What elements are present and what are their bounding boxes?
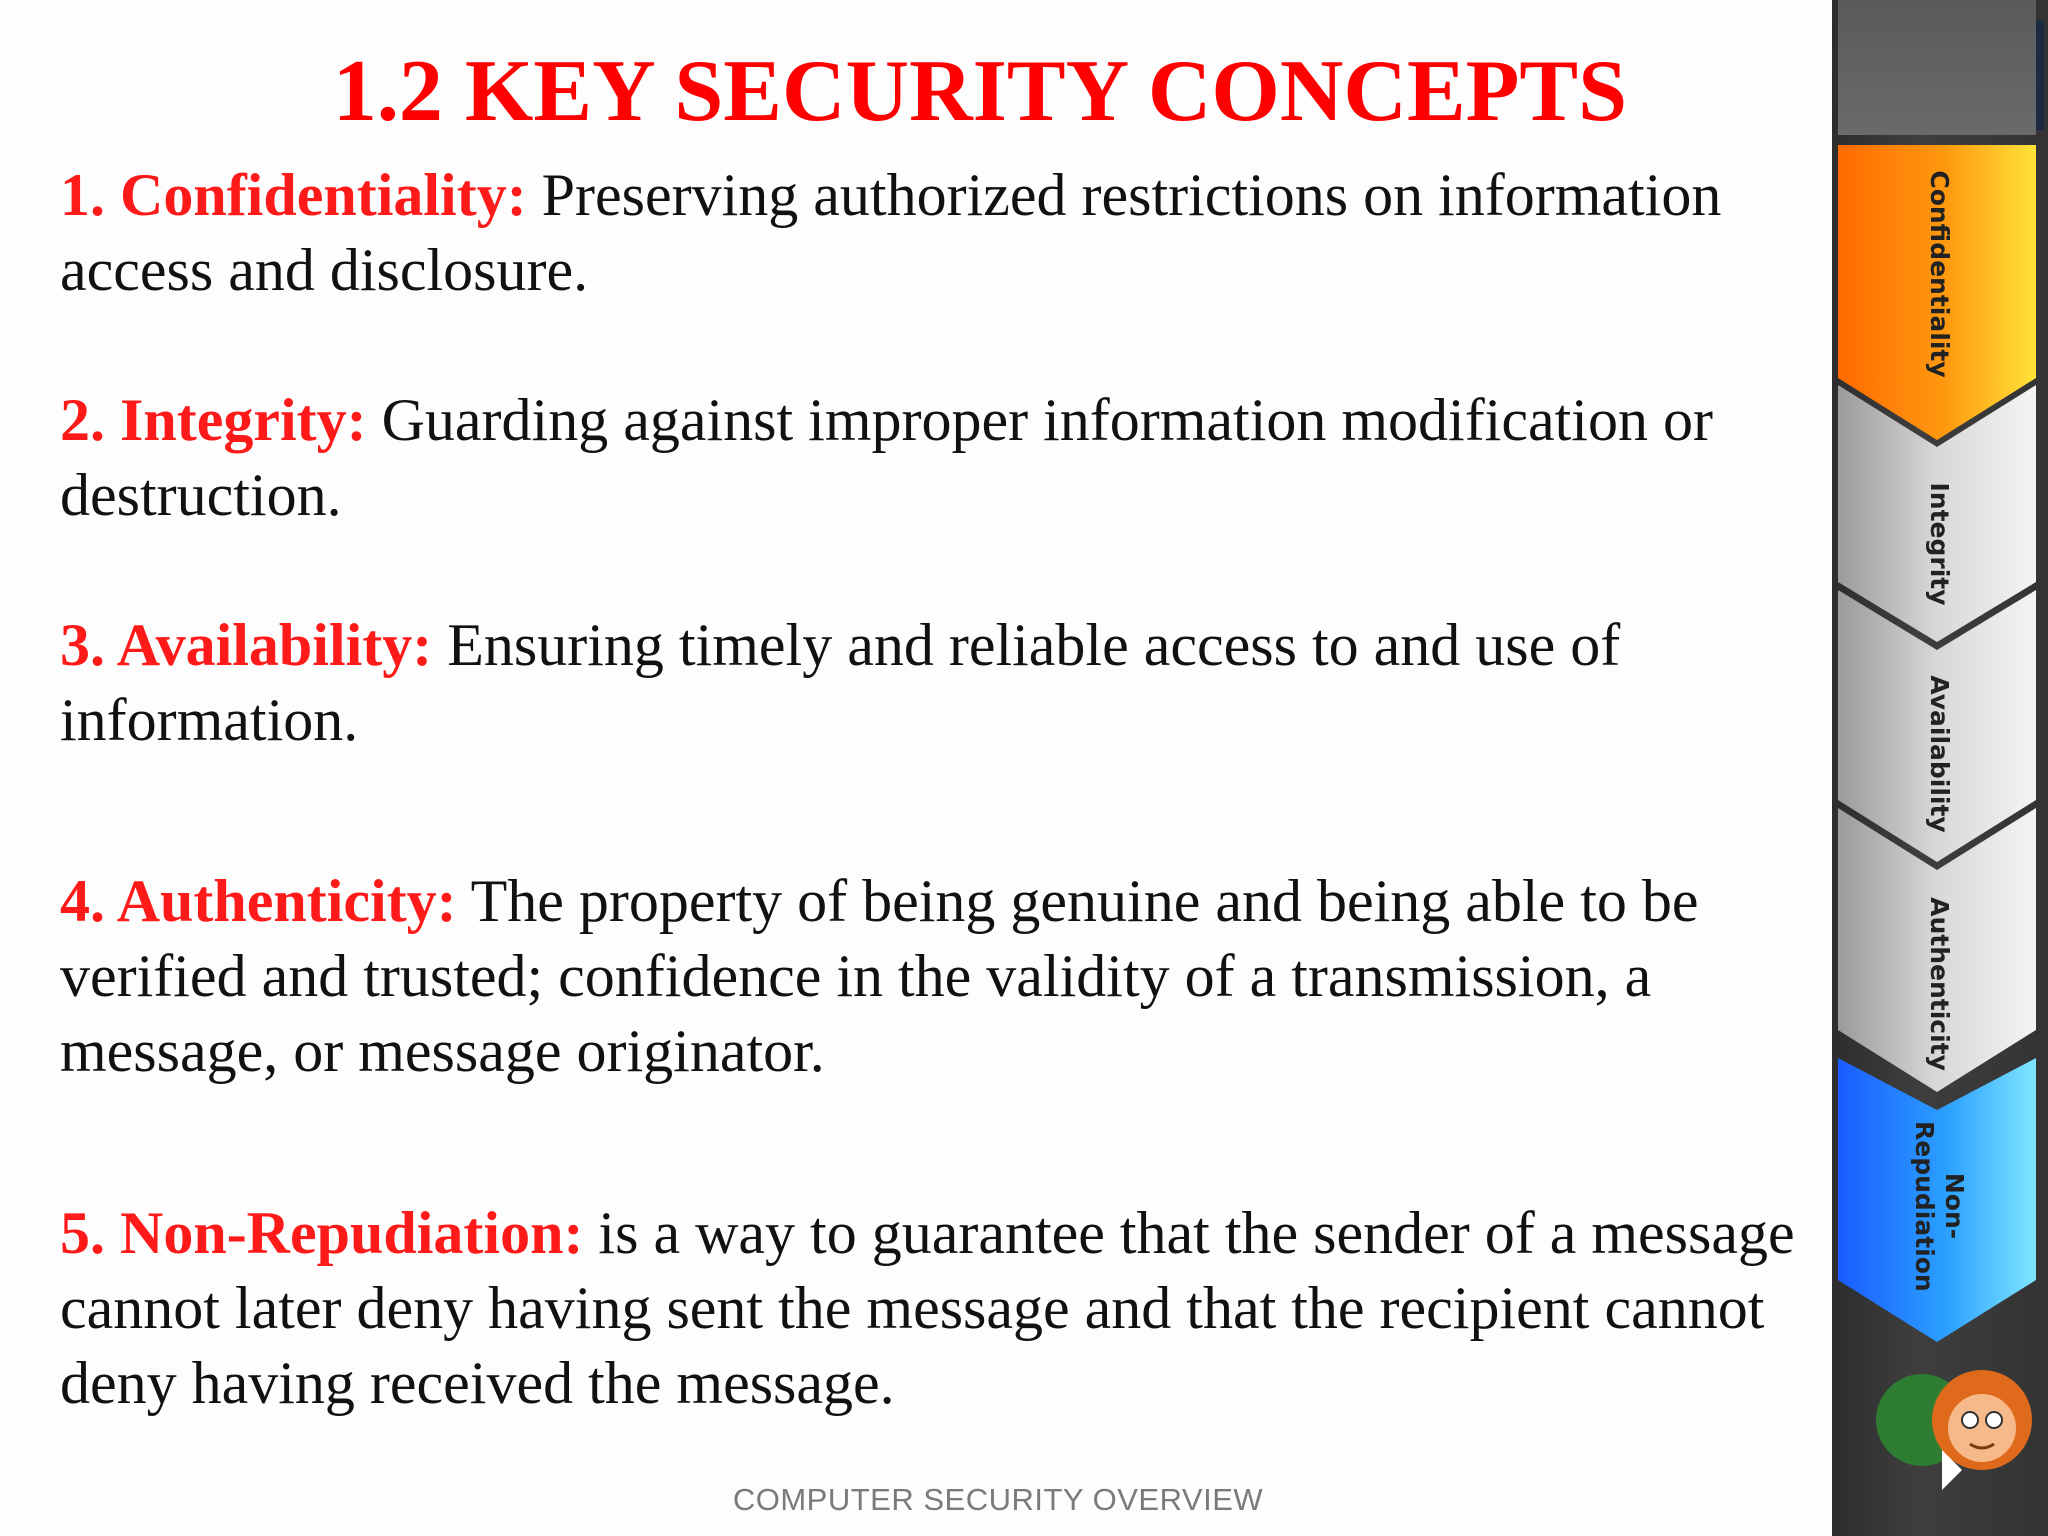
concept-term: 3. Availability: — [60, 612, 433, 678]
tab-label-availability[interactable]: Availability — [1925, 675, 1954, 833]
sidebar-top-block — [1838, 0, 2036, 135]
concept-term: 1. Confidentiality: — [60, 162, 527, 228]
concept-sidebar — [1832, 0, 2048, 1536]
tab-label-confidentiality[interactable]: Confidentiality — [1925, 170, 1954, 378]
concept-term: 2. Integrity: — [60, 387, 367, 453]
concept-confidentiality — [60, 158, 1830, 308]
concept-definition: Guarding against improper information modification or destruction. — [60, 387, 1713, 528]
concept-authenticity — [60, 864, 1830, 1089]
tab-label-authenticity[interactable]: Authenticity — [1925, 897, 1954, 1071]
concept-non-repudiation — [60, 1196, 1830, 1421]
concept-term: 5. Non-Repudiation: — [60, 1200, 584, 1266]
concept-definition: Preserving authorized restrictions on information access and disclosure. — [60, 162, 1722, 303]
concept-term: 4. Authenticity: — [60, 868, 457, 934]
tab-label-integrity[interactable]: Integrity — [1925, 482, 1954, 606]
concept-definition: The property of being genuine and being able to be verified and trusted; confidence in the validity of a transmission, a message, or message originator. — [60, 868, 1699, 1084]
slide-title: 1.2 KEY SECURITY CONCEPTS — [332, 43, 1628, 140]
concept-availability — [60, 608, 1830, 758]
concept-definition: Ensuring timely and reliable access to and use of information. — [60, 612, 1621, 753]
slide-footer: COMPUTER SECURITY OVERVIEW — [732, 1482, 1264, 1517]
cartoon-character-icon — [1876, 1370, 2032, 1490]
concept-definition: is a way to guarantee that the sender of a message cannot later deny having sent the message and that the recipient cannot deny having received the message. — [60, 1200, 1795, 1416]
sidebar-edge — [2036, 20, 2044, 130]
tab-label-non-repudiation[interactable]: Non- Repudiation — [1910, 1121, 1969, 1292]
concept-integrity — [60, 383, 1830, 533]
